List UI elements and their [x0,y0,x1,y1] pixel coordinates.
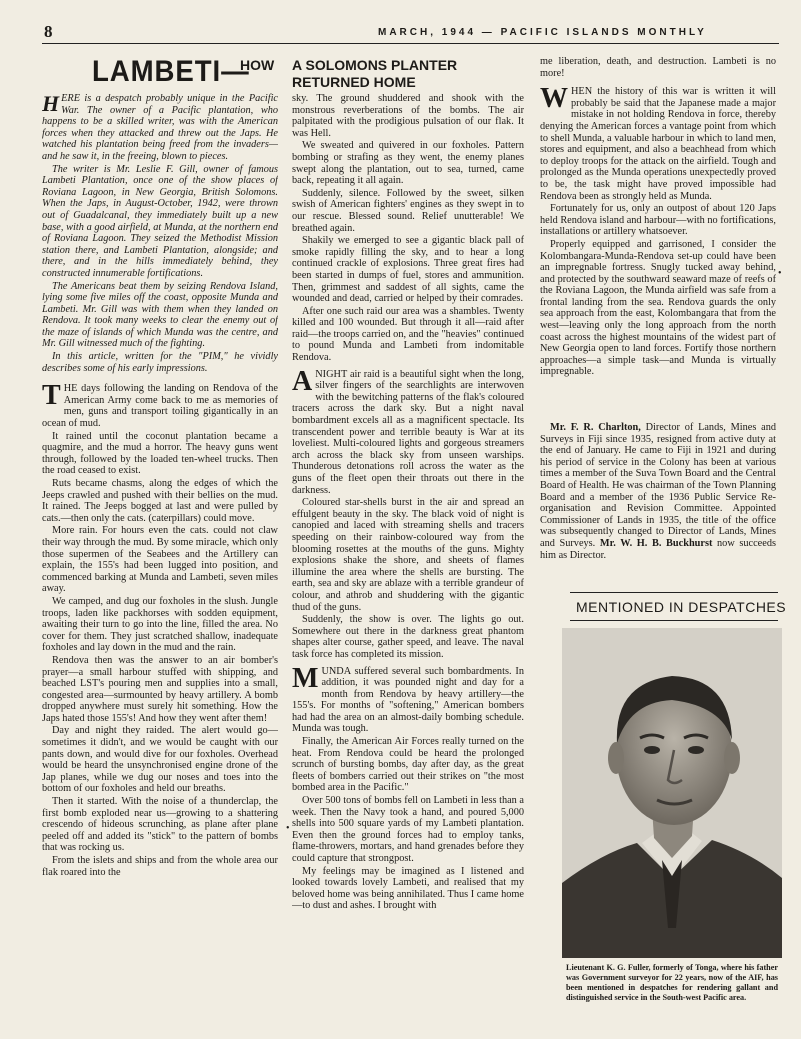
body-paragraph: Suddenly, silence. Followed by the sweet, silken swish of American fighters' engines as they swept in to our rescue. Blessed sound. Relief unutterable! We breathed again. [292,187,524,234]
bio-text: Director of Lands, Mines and Surveys in Fiji since 1935, resigned from active duty at the end of January. He came to Fiji in 1921 and during his period of service in the Colony has been at various times a member of the Suva Town Board and the Central Board of Health. He was chairman of the Town Planning Board and a member of the 1936 Public Service Re-organisation and Revision Committee. Appointed Commissioner of Lands in 1935, the title of the office was subsequently changed to Director of Lands, Mines and Surveys. [540,422,776,549]
headline-main: LAMBETI— [92,55,250,88]
body-paragraph: Rendova then was the answer to an air bomber's prayer—a small harbour stuffed with shipping, and beached LST's pouring men and supplies into a small, congested area—surmounted by heavy artillery. A bomb dropped anywhere must surely hit something. How the Japs hated those 155's! And how they went after them! [42,654,278,724]
page-number: 8 [44,22,53,41]
portrait-illustration [562,628,782,958]
margin-mark: • [286,823,290,834]
section-rule-bottom [570,620,778,621]
body-paragraph: Ruts became chasms, along the edges of which the Jeeps crawled and pushed with their bellies on the mud. It rained. The Jeeps bogged at last and were pulled by cats.—then only the cats. (caterpillars) could move. [42,478,278,524]
body-paragraph: Fortunately for us, only an outpost of about 120 Japs held Rendova island and harbour—with no fortifications, installations or artillery whatsoever. [540,203,776,238]
intro-paragraph: In this article, written for the "PIM," he vividly describes some of his early impressions. [42,351,278,374]
dropcap-m: M [292,662,319,694]
body-paragraph: Shakily we emerged to see a gigantic black pall of smoke rapidly filling the sky, and to hear a long continued crackle of explosions. Three great fires had been started in dumps of fuel, stores and ammunition. Then, grimmest and saddest of all sights, came the wounded and dead, carried or helped by their comrades. [292,235,524,305]
body-paragraph: me liberation, death, and destruction. Lambeti is no more! [540,56,776,79]
bio-text: now succeeds him as Director. [540,537,776,561]
margin-mark: • [778,268,782,279]
body-paragraph: HEN the history of this war is written it will probably be said that the Japanese made a major mistake in not holding Rendova in force, thereby denying the American forces a vantage point from which to shell Munda, a valuable harbour in which to land men, stores and equipment, and also a beachhead from which to deploy troops for the attack on the airfield. Tough and prolonged as the Munda operations unexpectedly proved to be, the task might have proved impossible had Rendova been as strongly held as Munda. [540,86,776,202]
body-paragraph: We camped, and dug our foxholes in the slush. Jungle troops, laden like packhorses with sodden equipment, awaiting their turn to go into the line, filled the area. No cover for them. They just scratched shallow, inadequate foxholes and lay down in the mud and the rain. [42,595,278,654]
headline-how: HOW [240,57,275,73]
portrait-photo [562,628,782,958]
body-paragraph: Day and night they raided. The alert would go—sometimes it didn't, and we would be caught with our pants down, and would dive for our foxholes. Overhead would be heard the unsynchronised engine drone of the Jap planes, while we dug our noses and toes into the bottom of our foxholes and held our breaths. [42,725,278,795]
section-title: MENTIONED IN DESPATCHES [576,599,787,615]
body-paragraph: NIGHT air raid is a beautiful sight when the long, silver fingers of the searchlights are interwoven with the bewitching patterns of the flak's coloured tracers across the dark sky. But a night naval bombardment excels all as a magnificent spectacle. Its transcendent power and terrible beauty is War at its loveliest. Multi-coloured lights and gorgeous streamers arch across the black sky from unseen warships. Thunderous detonations roll across the water as the guns of the fleet open their throats out there in the darkness. [292,368,524,496]
body-paragraph: My feelings may be imagined as I listened and looked towards lovely Lambeti, and realised that my beloved home was being annihilated. Thus I came home—to dust and ashes. I brought with [292,865,524,912]
intro-paragraph: The Americans beat them by seizing Rendova Island, lying some five miles off the coast, opposite Munda and Lambeti. Mr. Gill was with them when they landed on Rendova. It took many weeks to clear the enemy out of the maze of islands of which Munda was the centre, and Mr. Gill witnessed much of the fighting. [42,280,278,350]
photo-caption: Lieutenant K. G. Fuller, formerly of Tonga, where his father was Government surveyor for 22 years, now of the AIF, has been mentioned in despatches for rendering gallant and distinguished service in the South-west Pacific area. [566,963,778,1002]
body-paragraph: We sweated and quivered in our foxholes. Pattern bombing or strafing as they went, the enemy planes swept along the plantation, out to sea, turned, came back, repeating it all again. [292,140,524,187]
body-paragraph: Finally, the American Air Forces really turned on the heat. From Rendova could be heard the prolonged scrunch of bursting bombs, day after day, as the great fleets of bombers carried out their strikes on "the most bombed area in the Pacific." [292,736,524,794]
body-paragraph: More rain. For hours even the cats. could not claw their way through the mud. By some miracle, which only those supermen of the Seabees and the Artillery can explain, the 155's had been lugged into position, and commenced barking at Munda and Lambeti, seven miles away. [42,525,278,595]
section-rule-top [570,592,778,593]
body-paragraph: Over 500 tons of bombs fell on Lambeti in less than a week. Then the Navy took a hand, and poured 5,000 shells into 500 square yards of my Lambeti plantation. Even then the ground forces had to employ tanks, flame-throwers, mortars, and hand grenades before they could capture that strongpost. [292,795,524,864]
intro-paragraph: ERE is a despatch probably unique in the Pacific War. The owner of a Pacific plantation, who happens to be a skilled writer, was with the American forces when they attacked and threw out the Japs. He watched his plantation being freed from the invaders—and he saw it, in the freeing, blown to pieces. [42,93,278,162]
body-paragraph: After one such raid our area was a shambles. Twenty killed and 100 wounded. But through it all—raid after raid—the troops carried on, and the "heavies" continued to pound Munda and Lambeti from indomitable Rendova. [292,305,524,364]
running-title: MARCH, 1944 — PACIFIC ISLANDS MONTHLY [378,27,707,38]
body-paragraph: Properly equipped and garrisoned, I consider the Kolombangara-Munda-Rendova set-up could have been an impregnable fortress. Snugly tucked away behind, and protected by the southward seaward maze of reefs of the Roviana Lagoon, the Munda airfield was safe from a frontal landing from the sea. Rendova guards the only sea approach from the east, Kolombangara that from the west—leaving only the long approach from the north coast across the highest mountains of the widest part of New Georgia open to land forces. Fortify those northern approaches—a simple task—and Munda is virtually impregnable. [540,238,776,378]
dropcap-a: A [292,365,313,397]
body-paragraph: It rained until the coconut plantation became a quagmire, and the mud a horror. The heavy guns went through, followed by the loaded ten-wheel trucks. Then the road ceased to exist. [42,430,278,477]
body-paragraph: HE days following the landing on Rendova of the American Army come back to me as memories of men, guns and transport toiling gigantically in an ocean of mud. [42,383,278,430]
bio-name: Mr. F. R. Charlton, [550,422,641,433]
body-paragraph: UNDA suffered several such bombardments. In addition, it was pounded night and day for a month from Rendova by heavy artillery—the 155's. For months of "softening," American bombers had had the area on an almost-daily bombing schedule. Munda was tough. [292,665,524,735]
headline-subtitle-line1: A SOLOMONS PLANTER [292,57,458,73]
article-column-2 [292,93,524,1033]
intro-standfirst [42,93,278,374]
body-paragraph: From the islets and ships and from the whole area our flak roared into the [42,855,278,878]
top-rule [42,43,779,44]
bio-successor: Mr. W. H. B. Buckhurst [599,537,713,549]
intro-paragraph: The writer is Mr. Leslie F. Gill, owner of famous Lambeti Plantation, once one of the show places of Roviana Lagoon, in New Georgia, British Solomons. When the Japs, in August-October, 1942, were thrown out of Guadalcanal, they immediately built up a new base, with a good airfield, at Munda, at the northern end of Roviana Lagoon. They seized the Methodist Mission station there, and Lambeti Plantation, alongside; and there, and in the hills immediately behind, they constructed innumerable fortifications. [42,163,278,279]
body-paragraph: Coloured star-shells burst in the air and spread an effulgent beauty in the sky. The black void of night is canopied and laced with streaming shells and tracers speeding on their rainbow-coloured way from the blooming rosettes at the mouths of the guns. Mighty explosions shake the shore, and sheets of flames illumine the area where the shells are bursting. The earth, sea and sky are ablaze with a terrible grandeur of colour, and athrob and shuddering with the gigantic thud of the guns. [292,497,524,613]
dropcap-w: W [540,83,568,115]
body-paragraph: Then it started. With the noise of a thunderclap, the first bomb exploded near us—growing to a shattering crescendo of hideous scrunching, as plane after plane peeled off and added its "stick" to the pattern of bombs that was rocking us. [42,796,278,854]
dropcap-t: T [42,380,61,412]
article-column-1 [42,93,278,1033]
personal-note [540,422,776,582]
headline-subtitle-line2: RETURNED HOME [292,74,416,90]
body-paragraph: sky. The ground shuddered and shook with the monstrous reverberations of the bombs. The air palpitated with the prodigious pulsation of our flak. It was Hell. [292,93,524,139]
body-paragraph: Suddenly, the show is over. The lights go out. Somewhere out there in the darkness great phantom shapes alter course, gather speed, and leave. The naval task force has completed its mission. [292,614,524,660]
intro-dropcap: H [42,93,60,116]
